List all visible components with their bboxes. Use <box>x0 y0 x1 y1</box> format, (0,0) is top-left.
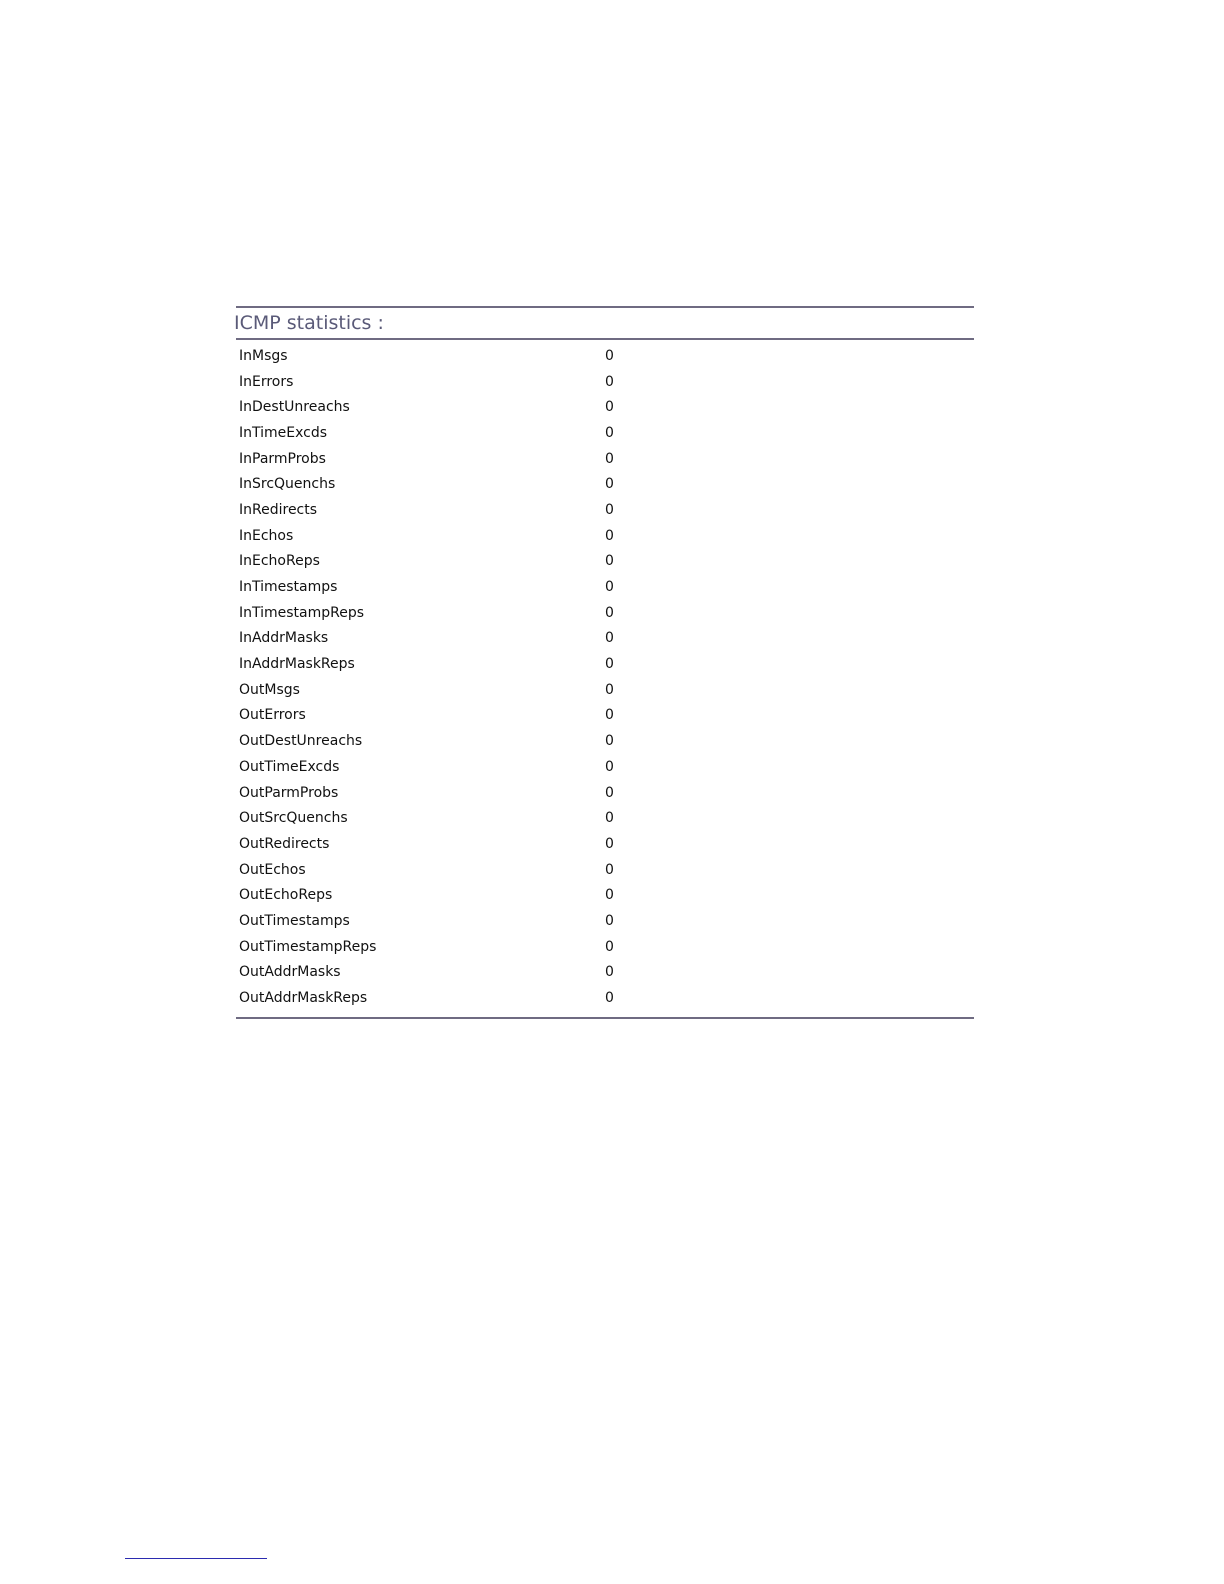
icmp-stats-table <box>236 343 974 1011</box>
table-row <box>236 574 974 600</box>
stat-name: InEchoReps <box>239 553 320 570</box>
stat-name: OutTimeExcds <box>239 758 340 775</box>
table-row <box>236 934 974 960</box>
stat-value: 0 <box>605 553 614 570</box>
table-row <box>236 805 974 831</box>
table-row <box>236 420 974 446</box>
stat-name: OutParmProbs <box>239 784 339 801</box>
stat-name: OutTimestamps <box>239 912 350 929</box>
stat-name: InSrcQuenchs <box>239 476 336 493</box>
stat-value: 0 <box>605 373 614 390</box>
stat-value: 0 <box>605 450 614 467</box>
stat-value: 0 <box>605 912 614 929</box>
stat-value: 0 <box>605 707 614 724</box>
table-row <box>236 343 974 369</box>
stat-name: InMsgs <box>239 347 288 364</box>
stat-name: OutAddrMaskReps <box>239 990 368 1007</box>
stat-value: 0 <box>605 861 614 878</box>
table-row <box>236 549 974 575</box>
stat-name: InErrors <box>239 373 294 390</box>
stat-value: 0 <box>605 604 614 621</box>
icmp-statistics-panel <box>236 306 974 1019</box>
stat-name: InAddrMaskReps <box>239 656 355 673</box>
stat-name: InParmProbs <box>239 450 326 467</box>
stat-name: InAddrMasks <box>239 630 329 647</box>
table-row <box>236 446 974 472</box>
panel-title: ICMP statistics : <box>234 312 384 334</box>
stat-value: 0 <box>605 424 614 441</box>
table-row <box>236 754 974 780</box>
stat-name: InEchos <box>239 527 294 544</box>
bottom-divider <box>236 1017 974 1019</box>
stat-value: 0 <box>605 784 614 801</box>
table-row <box>236 677 974 703</box>
table-row <box>236 523 974 549</box>
stat-name: InTimeExcds <box>239 424 328 441</box>
table-row <box>236 728 974 754</box>
stat-name: OutErrors <box>239 707 306 724</box>
stat-value: 0 <box>605 501 614 518</box>
table-row <box>236 394 974 420</box>
stat-value: 0 <box>605 579 614 596</box>
stat-value: 0 <box>605 887 614 904</box>
table-row <box>236 497 974 523</box>
stat-value: 0 <box>605 964 614 981</box>
stat-value: 0 <box>605 527 614 544</box>
stat-value: 0 <box>605 835 614 852</box>
stat-name: InDestUnreachs <box>239 399 350 416</box>
footnote-separator <box>125 1558 267 1559</box>
table-row <box>236 908 974 934</box>
stats-table-body <box>236 343 974 1011</box>
stat-name: OutSrcQuenchs <box>239 810 348 827</box>
table-row <box>236 703 974 729</box>
table-row <box>236 369 974 395</box>
stat-value: 0 <box>605 656 614 673</box>
table-row <box>236 882 974 908</box>
stat-value: 0 <box>605 347 614 364</box>
title-divider <box>236 338 974 340</box>
table-row <box>236 960 974 986</box>
stat-name: OutTimestampReps <box>239 938 377 955</box>
table-row <box>236 780 974 806</box>
table-row <box>236 626 974 652</box>
stat-value: 0 <box>605 630 614 647</box>
stat-value: 0 <box>605 938 614 955</box>
stat-name: OutDestUnreachs <box>239 733 363 750</box>
table-row <box>236 471 974 497</box>
stat-name: OutEchos <box>239 861 306 878</box>
stat-name: OutRedirects <box>239 835 330 852</box>
stat-name: InTimestamps <box>239 579 338 596</box>
stat-name: OutEchoReps <box>239 887 333 904</box>
stat-name: OutAddrMasks <box>239 964 341 981</box>
stat-value: 0 <box>605 758 614 775</box>
stat-name: InTimestampReps <box>239 604 365 621</box>
table-row <box>236 600 974 626</box>
stat-name: OutMsgs <box>239 681 300 698</box>
table-row <box>236 857 974 883</box>
stat-value: 0 <box>605 399 614 416</box>
stat-value: 0 <box>605 733 614 750</box>
stat-value: 0 <box>605 681 614 698</box>
stat-value: 0 <box>605 990 614 1007</box>
table-row <box>236 985 974 1011</box>
stat-value: 0 <box>605 810 614 827</box>
table-row <box>236 831 974 857</box>
stat-value: 0 <box>605 476 614 493</box>
stat-name: InRedirects <box>239 501 318 518</box>
table-row <box>236 651 974 677</box>
